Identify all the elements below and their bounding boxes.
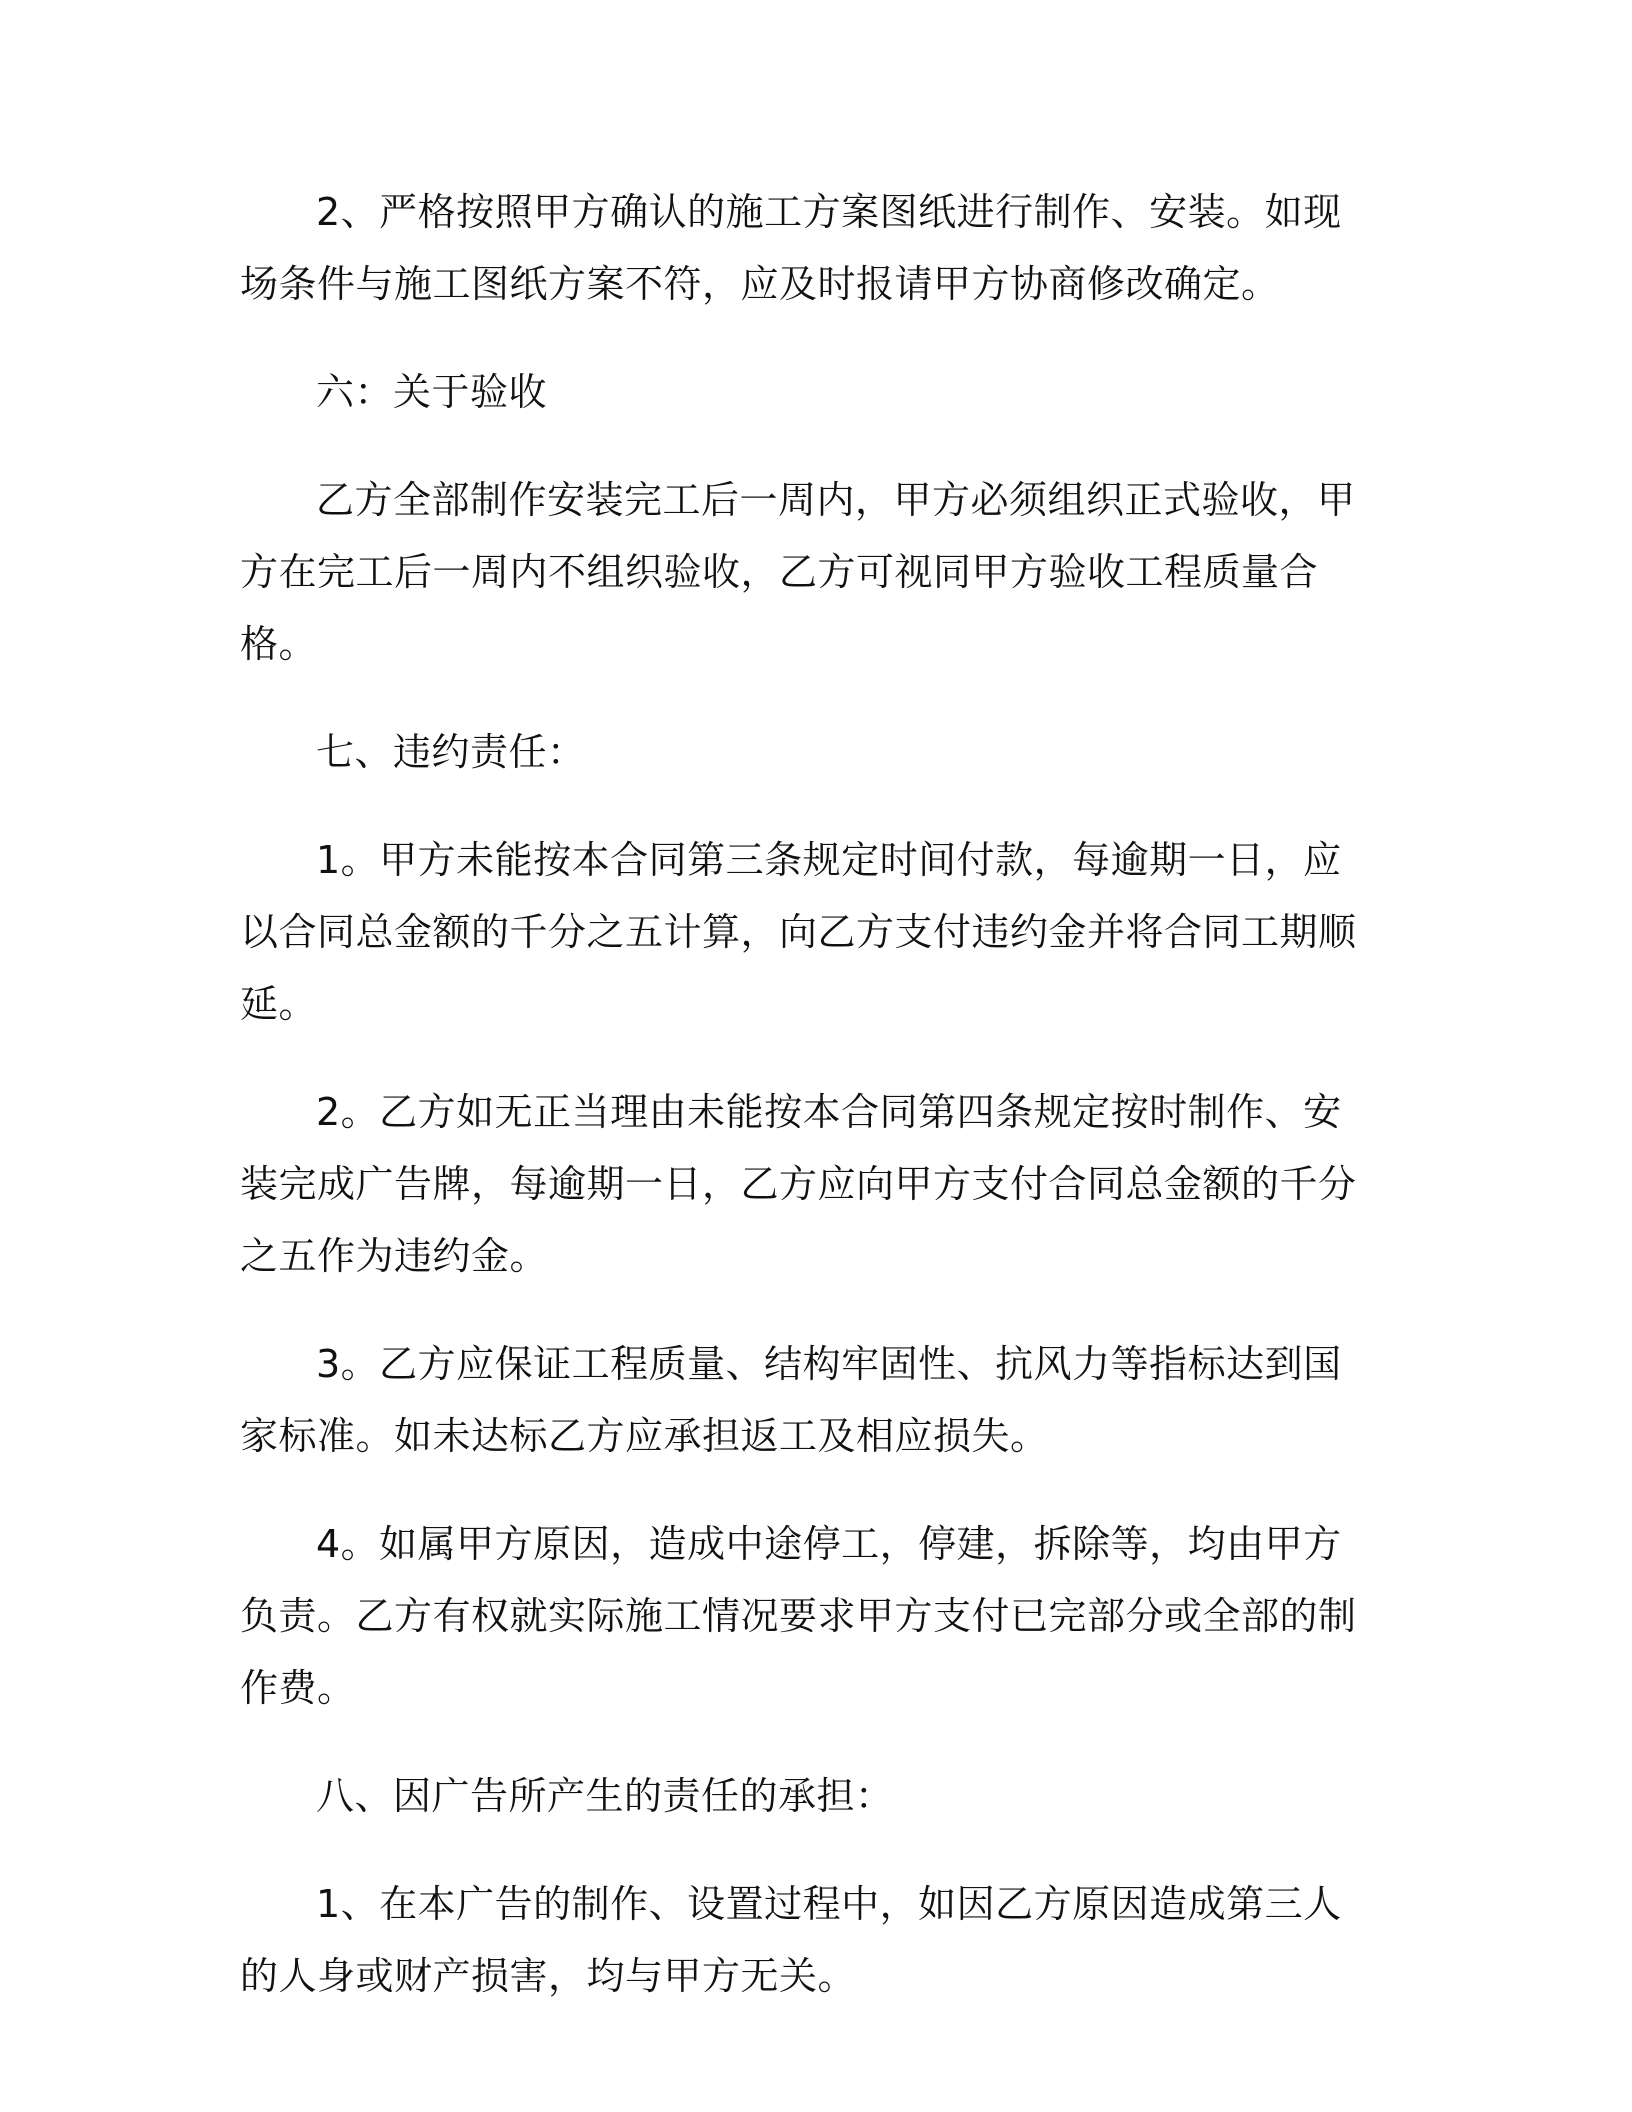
acceptance-paragraph: 乙方全部制作安装完工后一周内，甲方必须组织正式验收，甲方在完工后一周内不组织验收，乙方可视同甲方验收工程质量合格。 <box>240 478 1356 666</box>
breach-clause-4: 4。如属甲方原因，造成中途停工，停建，拆除等，均由甲方负责。乙方有权就实际施工情况要求甲方支付已完部分或全部的制作费。 <box>240 1522 1357 1710</box>
clause-2-construction-drawings: 2、严格按照甲方确认的施工方案图纸进行制作、安装。如现场条件与施工图纸方案不符，应及时报请甲方协商修改确定。 <box>240 190 1342 306</box>
section-7-heading: 七、违约责任： <box>316 730 586 774</box>
document-body <box>240 176 1380 2048</box>
breach-clause-2: 2。乙方如无正当理由未能按本合同第四条规定按时制作、安装完成广告牌，每逾期一日，乙方应向甲方支付合同总金额的千分之五作为违约金。 <box>240 1090 1357 1278</box>
breach-clause-3: 3。乙方应保证工程质量、结构牢固性、抗风力等指标达到国家标准。如未达标乙方应承担返工及相应损失。 <box>240 1342 1342 1458</box>
breach-clause-1: 1。甲方未能按本合同第三条规定时间付款，每逾期一日，应以合同总金额的千分之五计算，向乙方支付违约金并将合同工期顺延。 <box>240 838 1357 1026</box>
liability-clause-1: 1、在本广告的制作、设置过程中，如因乙方原因造成第三人的人身或财产损害，均与甲方无关。 <box>240 1882 1342 1998</box>
section-8-heading: 八、因广告所产生的责任的承担： <box>316 1774 894 1818</box>
section-6-heading: 六：关于验收 <box>316 370 548 414</box>
